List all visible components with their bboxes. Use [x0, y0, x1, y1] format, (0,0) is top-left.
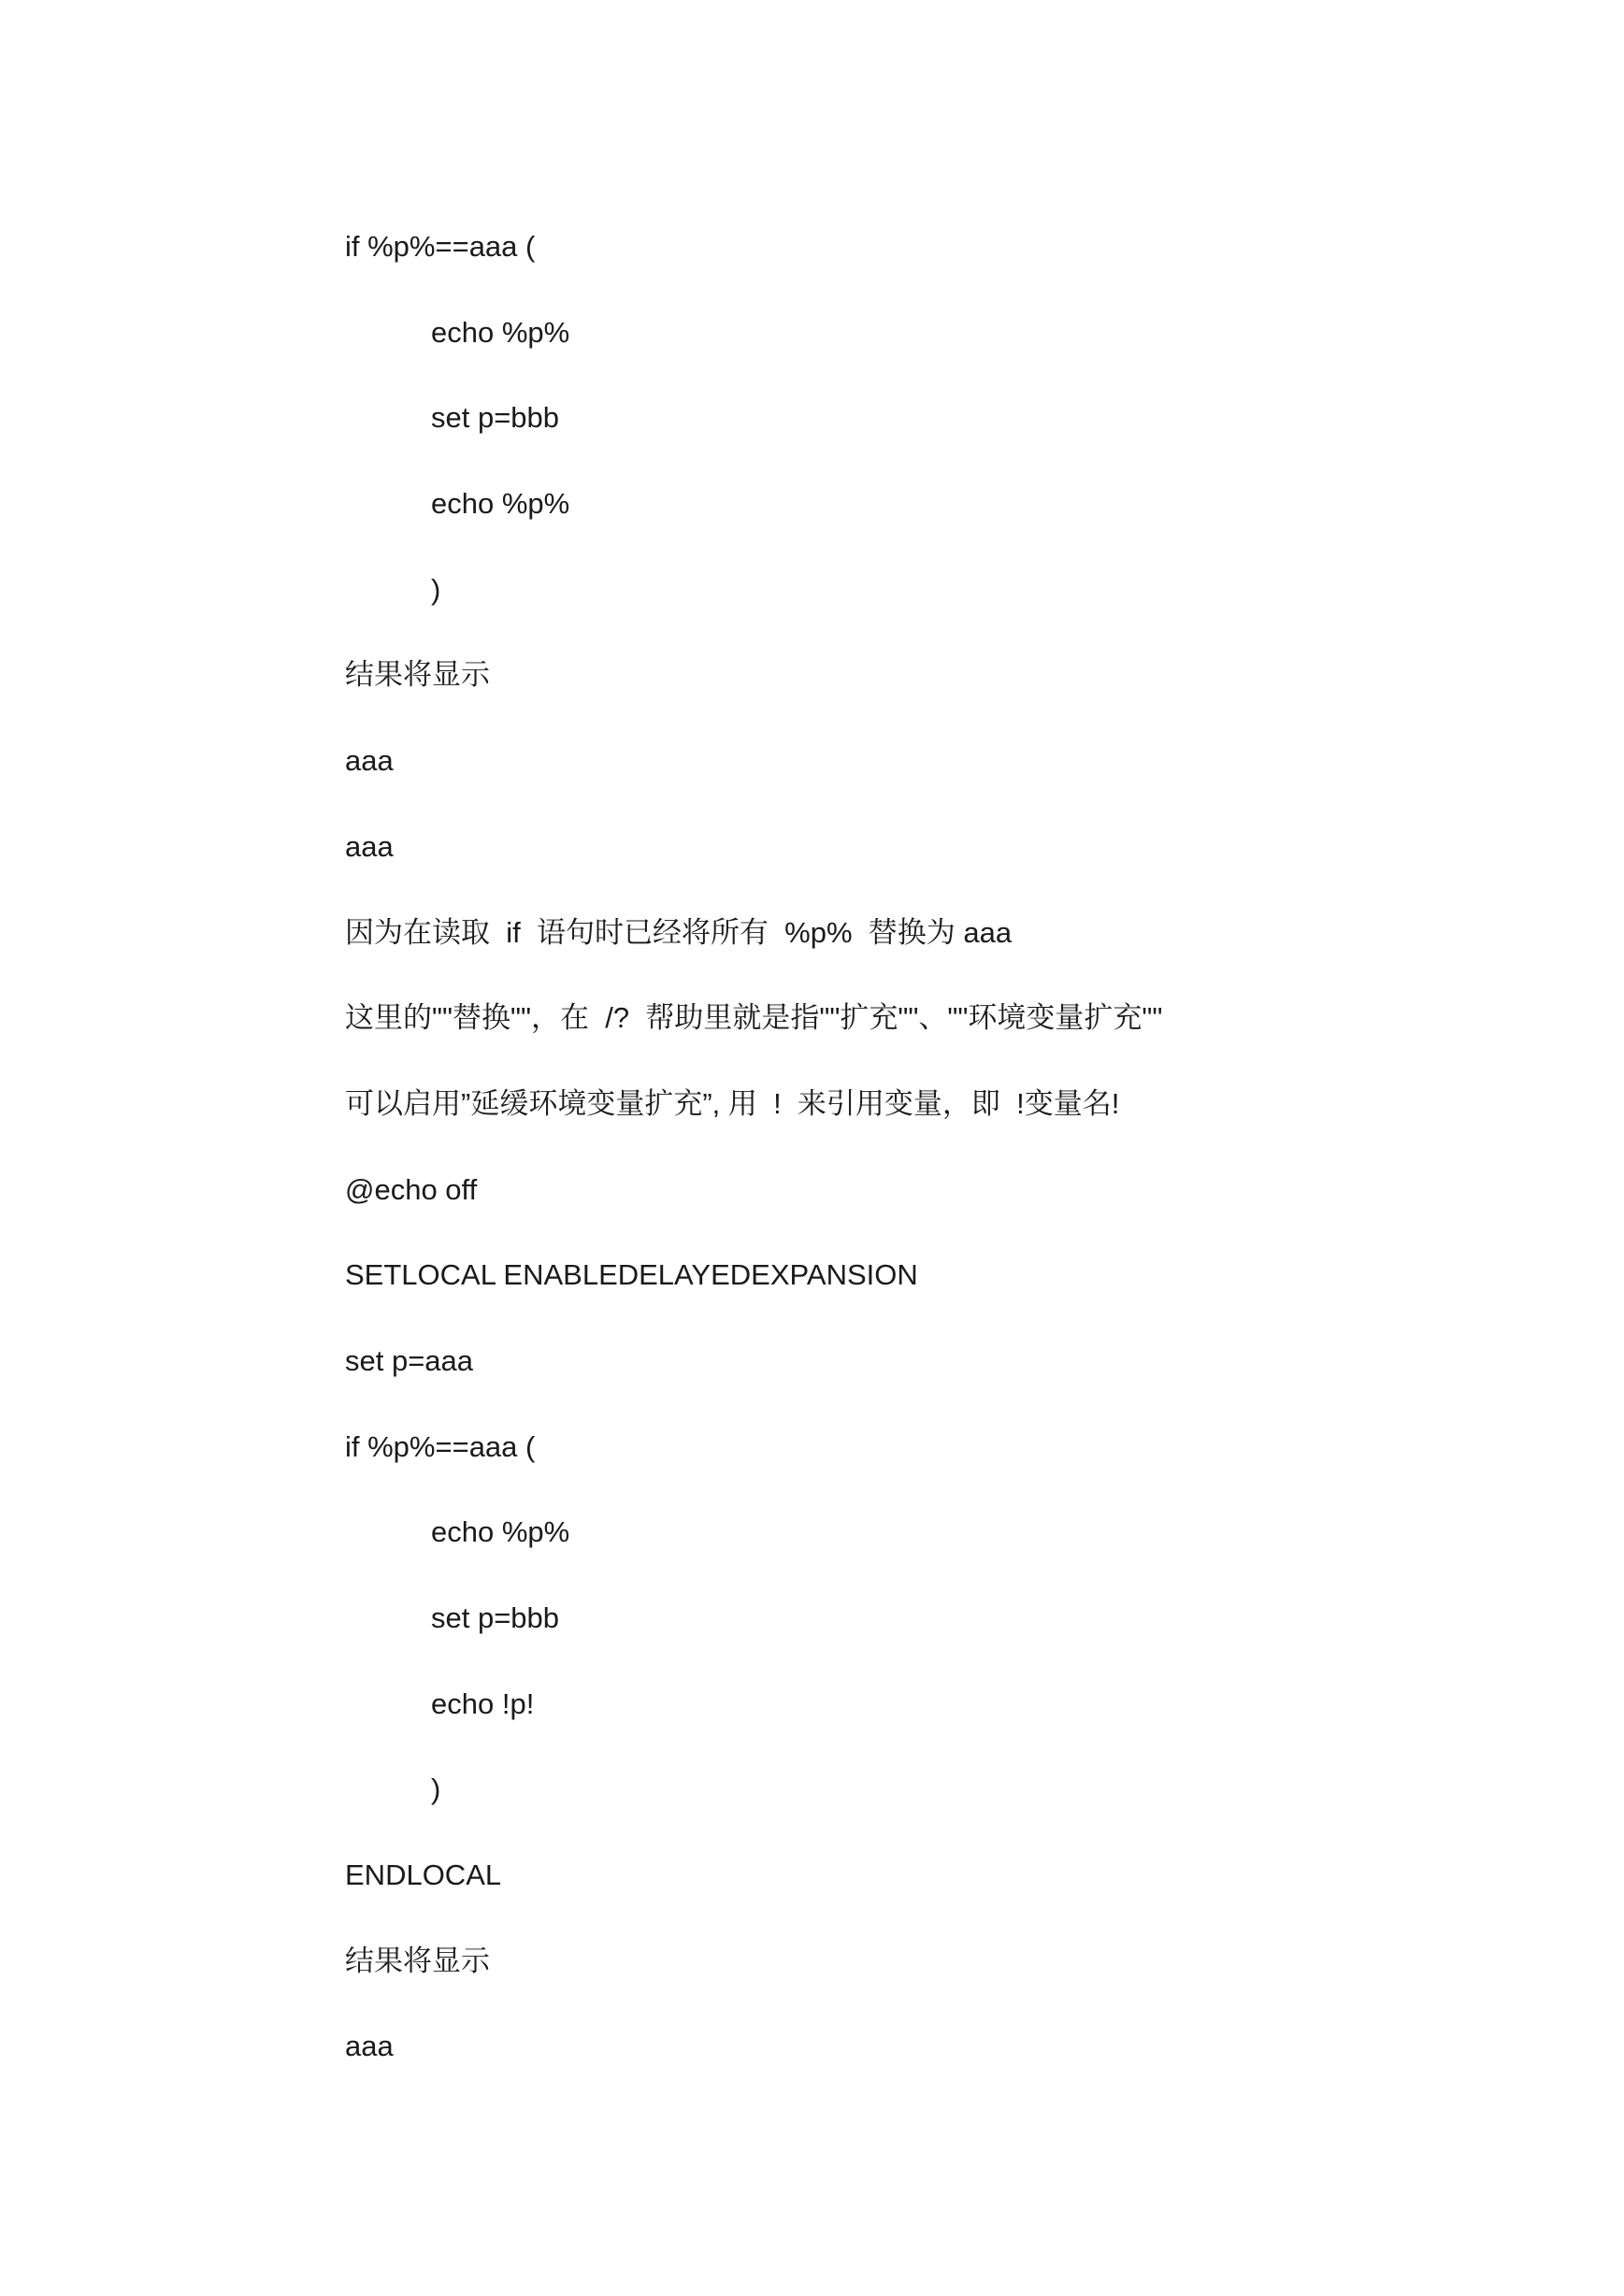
- code-line-close-paren: ): [431, 572, 441, 606]
- code-line-echo-off: @echo off: [345, 1172, 478, 1206]
- document-body: [345, 224, 1162, 2110]
- result-heading: 结果将显示: [345, 658, 490, 692]
- output-line: aaa: [345, 829, 394, 863]
- code-line-set: set p=bbb: [431, 401, 560, 435]
- code-line-echo: echo %p%: [431, 487, 570, 521]
- code-line-echo: echo !p!: [431, 1686, 535, 1720]
- code-line-if: if %p%==aaa (: [345, 1429, 536, 1463]
- explanation-paragraph: 这里的""替换""，在 /? 帮助里就是指""扩充""、""环境变量扩充"": [345, 1001, 1163, 1035]
- output-line: aaa: [345, 2030, 394, 2063]
- code-line-close-paren: ): [431, 1772, 441, 1806]
- code-line-set: set p=bbb: [431, 1601, 560, 1634]
- output-line: aaa: [345, 744, 394, 778]
- explanation-paragraph: 可以启用”延缓环境变量扩充”, 用 ! 来引用变量，即 !变量名!: [345, 1086, 1120, 1120]
- code-line-if: if %p%==aaa (: [345, 230, 536, 263]
- result-heading: 结果将显示: [345, 1944, 490, 1977]
- code-line-set: set p=aaa: [345, 1343, 474, 1377]
- code-line-endlocal: ENDLOCAL: [345, 1858, 502, 1892]
- code-line-setlocal: SETLOCAL ENABLEDELAYEDEXPANSION: [345, 1258, 918, 1292]
- explanation-paragraph: 因为在读取 if 语句时已经将所有 %p% 替换为 aaa: [345, 915, 1013, 949]
- code-line-echo: echo %p%: [431, 315, 570, 349]
- code-line-echo: echo %p%: [431, 1515, 570, 1549]
